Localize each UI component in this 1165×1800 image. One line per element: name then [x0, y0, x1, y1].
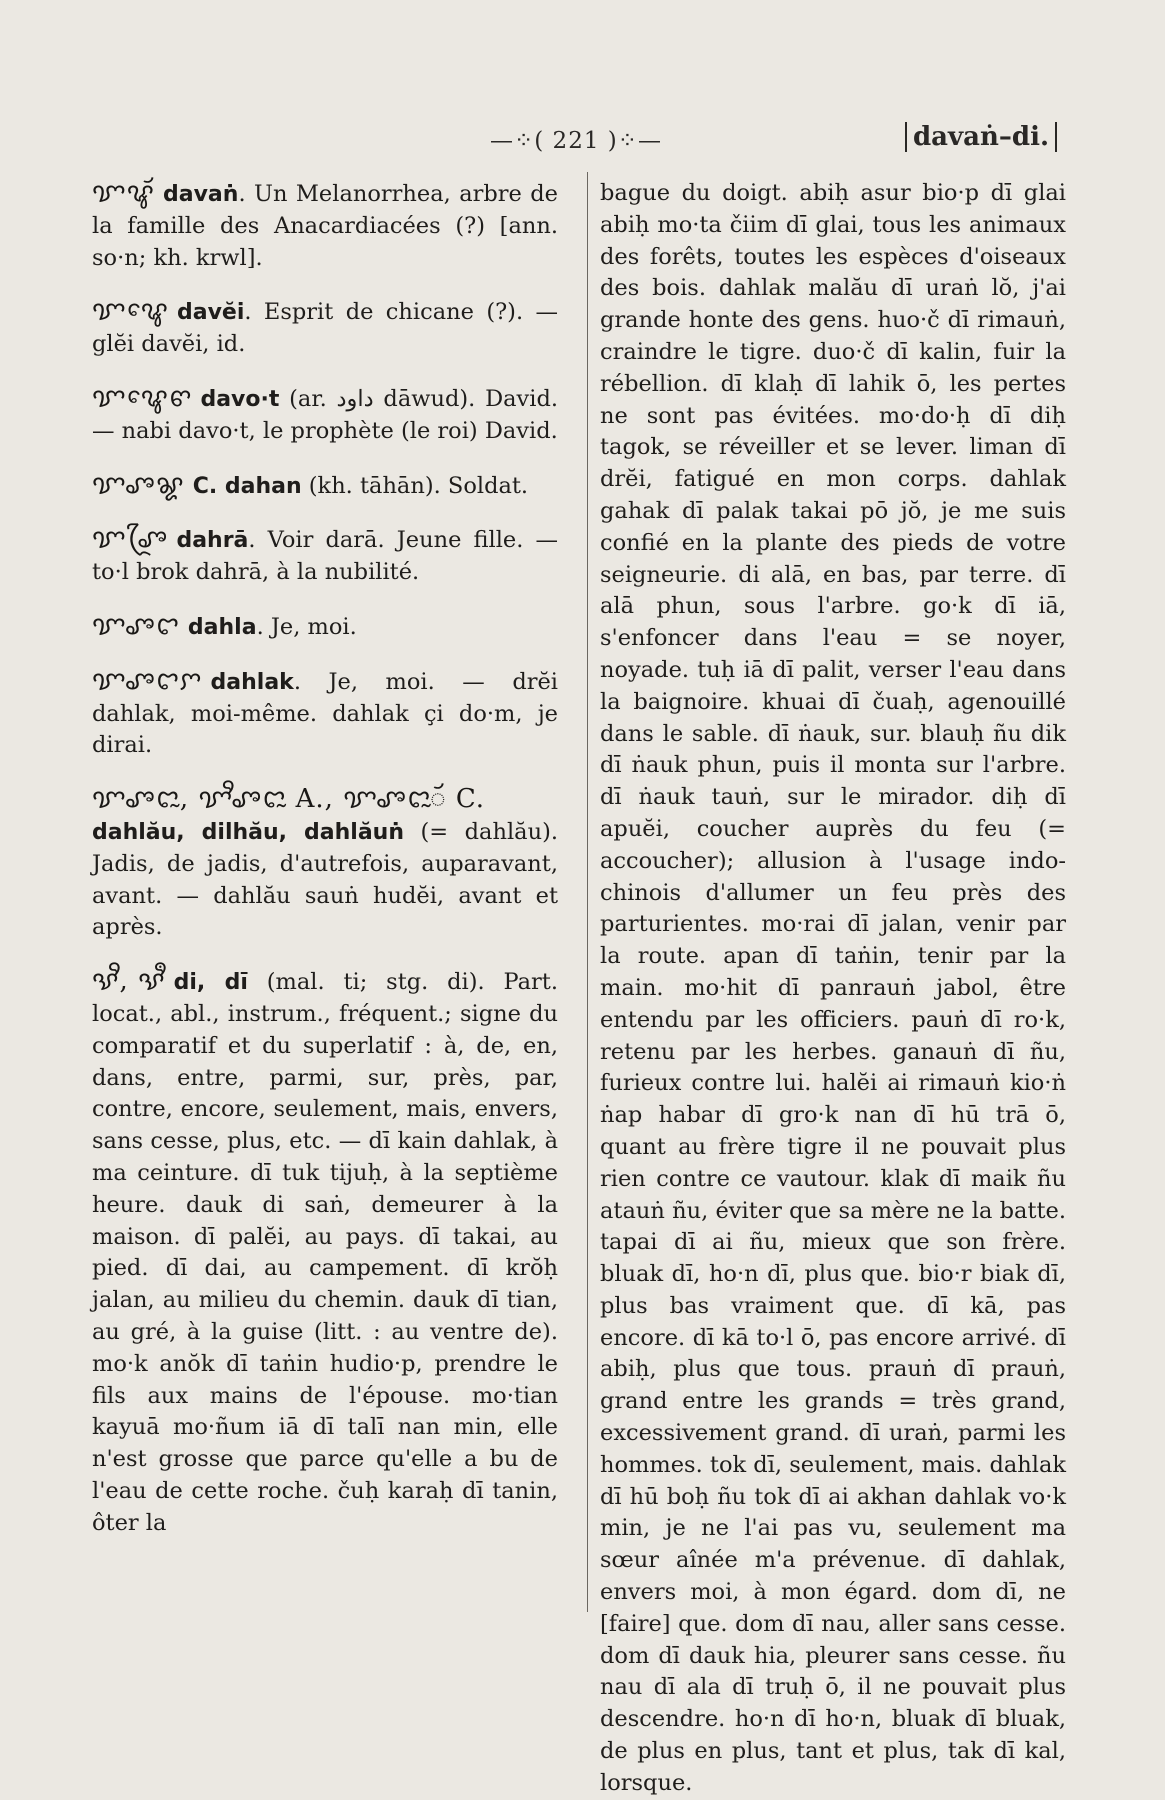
- headword: dahla: [187, 614, 257, 640]
- headword: dahlak: [210, 669, 294, 695]
- entry-di-continued: bague du doigt. abiḥ asur bio·p dī glai abiḥ mo·ta čiim dī glai, tous les animaux des forêts, toutes les espèces d'oiseaux des bois. dahlak malău dī uraṅ lŏ, j'ai grande honte des gens. huo·č dī rimauṅ, craindre le tigre. duo·č dī kalin, fuir la rébellion. dī klaḥ dī lahik ō, les pertes ne sont pas évitées. mo·do·ḥ dī diḥ tagok, se réveiller et se lever. liman dī drĕi, fatigué en mon corps. dahlak gahak dī palak takai pō jŏ, je me suis confié en la plante des pieds de votre seigneurie. di alā, en bas, par terre. dī alā phun, sous l'arbre. go·k dī iā, s'enfoncer dans l'eau = se noyer, noyade. tuḥ iā dī palit, verser l'eau dans la baignoire. khuai dī čuaḥ, agenouillé dans le sable. dī ṅauk, sur. blauḥ ñu dik dī ṅauk phun, puis il monta sur l'arbre. dī ṅauk tauṅ, sur le mirador. diḥ dī apuĕi, coucher auprès du feu (= accoucher); allusion à l'usage indo-chinois d'allumer un feu près des parturientes. mo·rai dī jalan, venir par la route. apan dī taṅin, tenir par la main. mo·hit dī panrauṅ jabol, être entendu par les officiers. pauṅ dī ro·k, retenu par les herbes. ganauṅ dī ñu, furieux contre lui. halĕi ai rimauṅ kio·ṅ ṅap habar dī gro·k nan dī hū trā ō, quant au frère tigre il ne pouvait plus rien contre ce vautour. klak dī maik ñu atauṅ ñu, éviter que sa mère ne la batte. tapai dī ai ñu, mieux que son frère. bluak dī, ho·n dī, plus que. bio·r biak dī, plus bas vraiment que. dī kā, pas encore. dī kā to·l ō, pas encore arrivé. dī abiḥ, plus que tous. prauṅ dī prauṅ, grand entre les grands = très grand, excessivement grand. dī uraṅ, parmi les hommes. tok dī, seulement, mais. dahlak dī hū boḥ ñu tok dī ai akhan dahlak vo·k min, je ne l'ai pas vu, seulement ma sœur aînée m'a prévenue. dī dahlak, envers moi, à mon égard. dom dī, ne [faire] que. dom dī nau, aller sans cesse. dom dī dauk hia, pleurer sans cesse. ñu nau dī ala dī truḥ ō, il ne pouvait plus descendre. ho·n dī ho·n, bluak dī bluak, de plus en plus, tant et plus, tak dī kal, lorsque.: [600, 180, 1066, 1796]
- cham-script-glyph: ꨢꨨꨘ: [92, 469, 185, 500]
- cham-script-glyph: ꨢꨥꨮ: [92, 178, 155, 208]
- entry-davei: [92, 296, 558, 361]
- left-column: [92, 178, 558, 1561]
- definition: . Un Melanorrhea, arbre de la famille des Anacardiacées (?) [ann. so·n; kh. krwl].: [92, 181, 558, 271]
- cham-script-glyph: ꨕꨪ, ꨕꨫ: [92, 966, 166, 997]
- headword: di, dī: [173, 970, 248, 996]
- entry-dahra: [92, 524, 558, 589]
- entry-dahan: [92, 470, 558, 503]
- cham-script-glyph: ꨢꨨꨤ: [92, 610, 180, 641]
- entry-dahlau: [92, 784, 558, 944]
- headword: davo·t: [200, 386, 280, 412]
- definition: (mal. ti; stg. di). Part. locat., abl., instrum., fréquent.; signe du comparatif et du superlatif : à, de, en, dans, entre, parmi, sur, près, par, contre, encore, seulement, mais, envers, sans cesse, plus, etc. — dī kain dahlak, à ma ceinture. dī tuk tijuḥ, à la septième heure. dauk di saṅ, demeurer à la maison. dī palĕi, au pays. dī takai, au pied. dī dai, au campement. dī krŏḥ jalan, au milieu du chemin. dauk dī tian, au gré, à la guise (litt. : au ventre de). mo·k anŏk dī taṅin hudio·p, prendre le fils aux mains de l'épouse. mo·tian kayuā mo·ñum iā dī talī nan min, elle n'est grosse que parce qu'elle a bu de l'eau de cette roche. čuḥ karaḥ dī tanin, ôter la: [92, 969, 558, 1536]
- cham-script-glyph: ꨢꨨꨴ: [92, 524, 169, 555]
- entry-dahla: [92, 611, 558, 644]
- headword: C. dahan: [192, 473, 302, 499]
- cham-script-glyph: ꨢꨥꨯ: [92, 296, 169, 327]
- running-head: davaṅ–di.: [905, 122, 1057, 152]
- entry-dahlak: [92, 666, 558, 762]
- cham-script-glyph: ꨢꨥꨯꨓ: [92, 382, 193, 413]
- definition: . Esprit de chicane (?). — glĕi davĕi, id.: [92, 299, 558, 358]
- definition: (ar. داود dāwud). David. — nabi davo·t, le prophète (le roi) David.: [92, 385, 559, 444]
- definition: . Je, moi. — drĕi dahlak, moi-même. dahlak çi do·m, je dirai.: [92, 668, 558, 759]
- cham-script-glyph: ꨢꨨꨤꨭ, ꨢꨪꨨꨤꨭ A., ꨢꨨꨤꨭꨮ C.: [92, 784, 486, 815]
- headword: dahlău, dilhău, dahlăuṅ: [92, 819, 405, 845]
- right-column: [600, 178, 1066, 1800]
- entry-davot: [92, 383, 558, 448]
- entry-davan: [92, 178, 558, 274]
- headword: davaṅ: [162, 182, 239, 207]
- cham-script-glyph: ꨢꨨꨤꨆ: [92, 665, 203, 696]
- definition: (= dahlău). Jadis, de jadis, d'autrefois, auparavant, avant. — dahlău sauṅ hudĕi, avant et après.: [92, 818, 558, 941]
- headword: davĕi: [176, 300, 245, 326]
- page-number: —⁘( 221 )⁘—: [490, 128, 663, 154]
- definition: . Je, moi.: [256, 613, 357, 640]
- headword: dahrā: [176, 528, 249, 554]
- column-divider: [587, 172, 588, 1612]
- entry-di: [92, 966, 558, 1539]
- definition: (kh. tāhān). Soldat.: [301, 472, 529, 499]
- definition: . Voir darā. Jeune fille. — to·l brok dahrā, à la nubilité.: [92, 527, 558, 586]
